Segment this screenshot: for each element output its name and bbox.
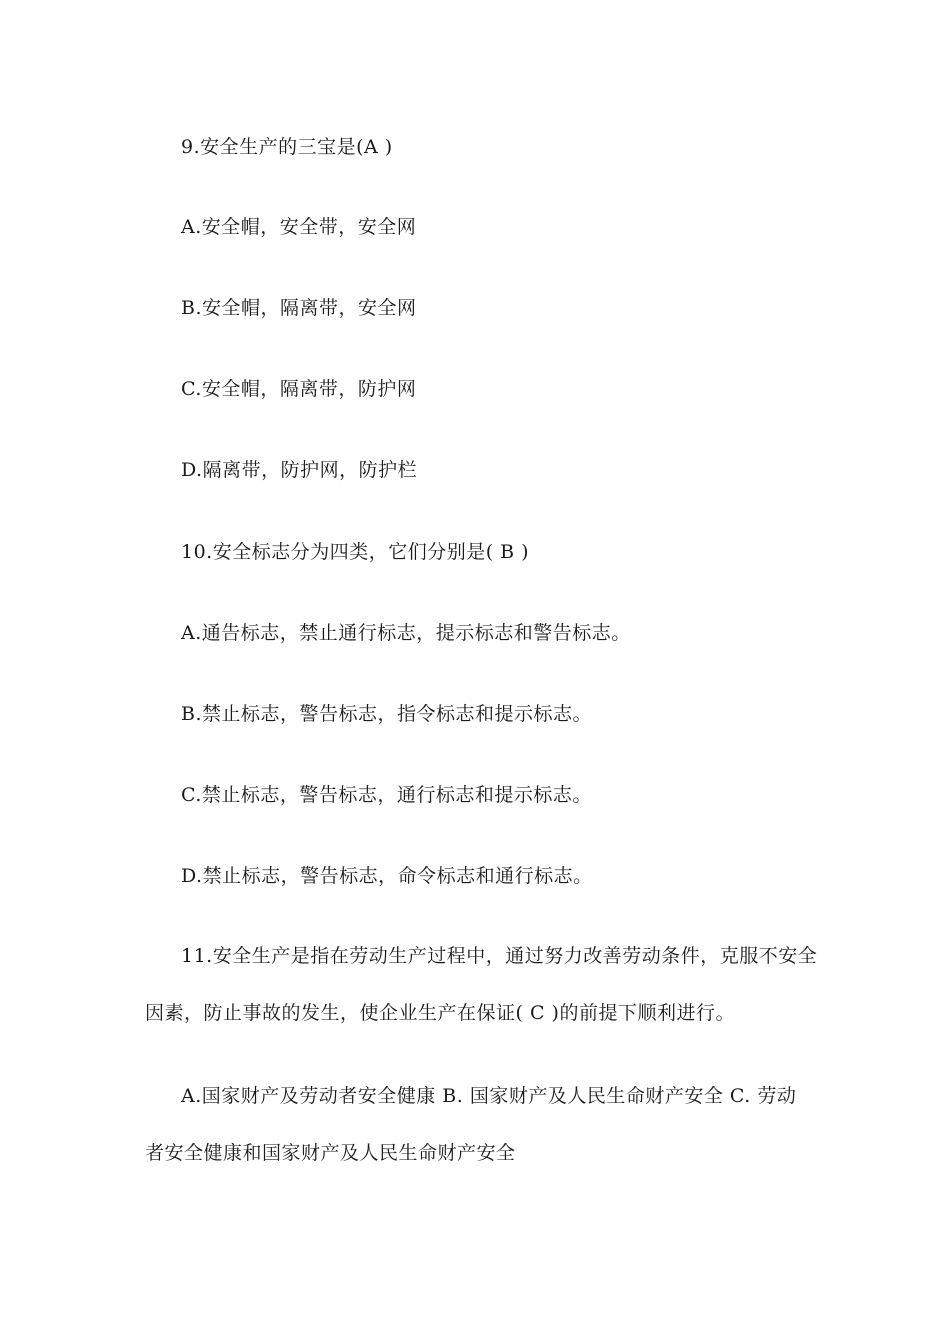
question-11-line-2: 因素，防止事故的发生，使企业生产在保证( C )的前提下顺利进行。 — [145, 1002, 735, 1024]
q10-option-a: A.通告标志，禁止通行标志，提示标志和警告标志。 — [181, 622, 631, 644]
question-9: 9.安全生产的三宝是(A ) — [181, 136, 393, 158]
question-10: 10.安全标志分为四类，它们分别是( B ) — [181, 541, 530, 563]
q11-options-line-2: 者安全健康和国家财产及人民生命财产安全 — [145, 1142, 516, 1164]
q10-option-c: C.禁止标志，警告标志，通行标志和提示标志。 — [181, 784, 592, 806]
q9-option-d: D.隔离带，防护网，防护栏 — [181, 459, 418, 481]
q9-option-b: B.安全帽，隔离带，安全网 — [181, 297, 417, 319]
q9-option-a: A.安全帽，安全带，安全网 — [181, 216, 417, 238]
q10-option-d: D.禁止标志，警告标志，命令标志和通行标志。 — [181, 865, 593, 887]
q10-option-b: B.禁止标志，警告标志，指令标志和提示标志。 — [181, 703, 593, 725]
question-11-line-1: 11.安全生产是指在劳动生产过程中，通过努力改善劳动条件，克服不安全 — [181, 945, 818, 967]
q11-options-line-1: A.国家财产及劳动者安全健康 B. 国家财产及人民生命财产安全 C. 劳动 — [181, 1085, 797, 1107]
q9-option-c: C.安全帽，隔离带，防护网 — [181, 378, 417, 400]
